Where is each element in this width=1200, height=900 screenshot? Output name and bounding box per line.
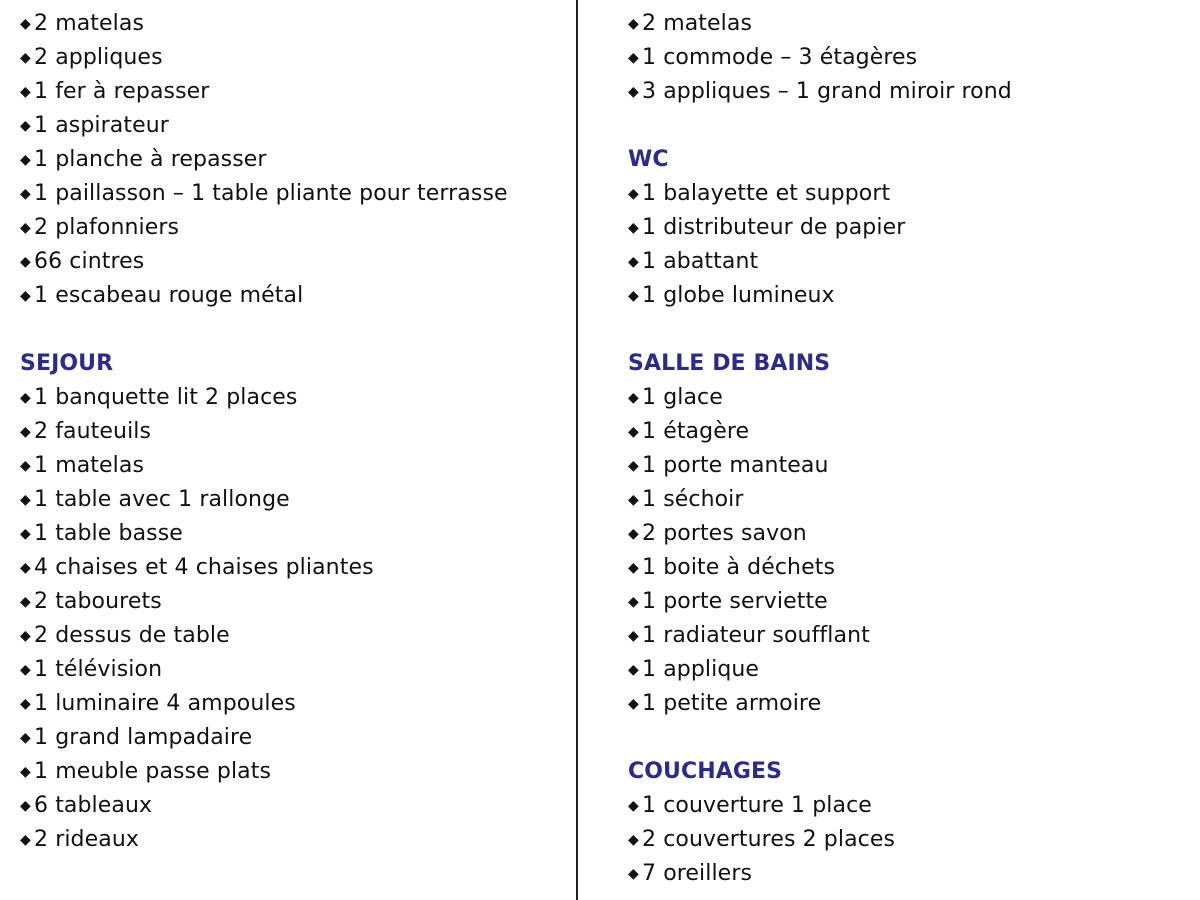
list-item: ◆ 1 radiateur soufflant (628, 619, 1188, 653)
list-item: ◆ 1 grand lampadaire (20, 721, 570, 755)
list-item: ◆ 1 escabeau rouge métal (20, 279, 570, 313)
diamond-bullet-icon: ◆ (20, 730, 31, 746)
diamond-bullet-icon: ◆ (628, 84, 639, 100)
diamond-bullet-icon: ◆ (20, 560, 31, 576)
diamond-bullet-icon: ◆ (628, 560, 639, 576)
list-item: ◆ 1 meuble passe plats (20, 755, 570, 789)
diamond-bullet-icon: ◆ (628, 492, 639, 508)
inventory-list-top-left (20, 7, 570, 313)
list-item: ◆ 6 tableaux (20, 789, 570, 823)
diamond-bullet-icon: ◆ (20, 696, 31, 712)
list-item: ◆ 1 globe lumineux (628, 279, 1188, 313)
list-item: ◆ 1 distributeur de papier (628, 211, 1188, 245)
diamond-bullet-icon: ◆ (628, 50, 639, 66)
diamond-bullet-icon: ◆ (20, 424, 31, 440)
salle-de-bains-list (628, 381, 1188, 721)
list-item: ◆ 2 tabourets (20, 585, 570, 619)
list-item: ◆ 1 banquette lit 2 places (20, 381, 570, 415)
diamond-bullet-icon: ◆ (628, 390, 639, 406)
list-item: ◆ 1 table basse (20, 517, 570, 551)
list-item: ◆ 1 séchoir (628, 483, 1188, 517)
sejour-list (20, 381, 570, 857)
diamond-bullet-icon: ◆ (628, 696, 639, 712)
list-item: ◆ 4 chaises et 4 chaises pliantes (20, 551, 570, 585)
list-item: ◆ 1 applique (628, 653, 1188, 687)
list-item: ◆ 1 boite à déchets (628, 551, 1188, 585)
diamond-bullet-icon: ◆ (20, 50, 31, 66)
diamond-bullet-icon: ◆ (628, 424, 639, 440)
list-item: ◆ 2 appliques (20, 41, 570, 75)
right-column (628, 7, 1188, 891)
list-item: ◆ 2 couvertures 2 places (628, 823, 1188, 857)
list-item: ◆ 1 fer à repasser (20, 75, 570, 109)
diamond-bullet-icon: ◆ (628, 288, 639, 304)
diamond-bullet-icon: ◆ (20, 628, 31, 644)
diamond-bullet-icon: ◆ (628, 526, 639, 542)
diamond-bullet-icon: ◆ (628, 832, 639, 848)
section-heading-wc: WC (628, 147, 669, 172)
list-item: ◆ 1 glace (628, 381, 1188, 415)
diamond-bullet-icon: ◆ (20, 798, 31, 814)
list-item: ◆ 2 matelas (20, 7, 570, 41)
left-column (20, 7, 570, 857)
diamond-bullet-icon: ◆ (628, 628, 639, 644)
list-item: ◆ 1 porte serviette (628, 585, 1188, 619)
diamond-bullet-icon: ◆ (628, 594, 639, 610)
diamond-bullet-icon: ◆ (628, 220, 639, 236)
list-item: ◆ 1 aspirateur (20, 109, 570, 143)
list-item: ◆ 2 matelas (628, 7, 1188, 41)
diamond-bullet-icon: ◆ (20, 526, 31, 542)
diamond-bullet-icon: ◆ (20, 186, 31, 202)
couchages-list (628, 789, 1188, 891)
diamond-bullet-icon: ◆ (628, 662, 639, 678)
diamond-bullet-icon: ◆ (628, 16, 639, 32)
diamond-bullet-icon: ◆ (20, 832, 31, 848)
diamond-bullet-icon: ◆ (20, 118, 31, 134)
section-heading-couchages: COUCHAGES (628, 759, 783, 784)
list-item: ◆ 3 appliques – 1 grand miroir rond (628, 75, 1188, 109)
list-item: ◆ 2 fauteuils (20, 415, 570, 449)
list-item: ◆ 66 cintres (20, 245, 570, 279)
diamond-bullet-icon: ◆ (628, 798, 639, 814)
list-item: ◆ 7 oreillers (628, 857, 1188, 891)
list-item: ◆ 1 commode – 3 étagères (628, 41, 1188, 75)
section-heading-salle-de-bains: SALLE DE BAINS (628, 351, 831, 376)
diamond-bullet-icon: ◆ (628, 866, 639, 882)
list-item: ◆ 1 paillasson – 1 table pliante pour terrasse (20, 177, 570, 211)
column-divider (576, 0, 578, 900)
list-item: ◆ 1 petite armoire (628, 687, 1188, 721)
list-item: ◆ 1 porte manteau (628, 449, 1188, 483)
diamond-bullet-icon: ◆ (20, 220, 31, 236)
list-item: ◆ 1 abattant (628, 245, 1188, 279)
diamond-bullet-icon: ◆ (628, 186, 639, 202)
list-item: ◆ 1 balayette et support (628, 177, 1188, 211)
list-item: ◆ 1 matelas (20, 449, 570, 483)
diamond-bullet-icon: ◆ (20, 152, 31, 168)
list-item: ◆ 1 étagère (628, 415, 1188, 449)
list-item: ◆ 2 rideaux (20, 823, 570, 857)
list-item: ◆ 1 télévision (20, 653, 570, 687)
wc-list (628, 177, 1188, 313)
list-item: ◆ 1 planche à repasser (20, 143, 570, 177)
list-item: ◆ 1 luminaire 4 ampoules (20, 687, 570, 721)
diamond-bullet-icon: ◆ (20, 390, 31, 406)
list-item: ◆ 2 portes savon (628, 517, 1188, 551)
diamond-bullet-icon: ◆ (20, 254, 31, 270)
diamond-bullet-icon: ◆ (628, 254, 639, 270)
diamond-bullet-icon: ◆ (20, 764, 31, 780)
diamond-bullet-icon: ◆ (20, 458, 31, 474)
diamond-bullet-icon: ◆ (20, 16, 31, 32)
list-item: ◆ 2 plafonniers (20, 211, 570, 245)
list-item: ◆ 1 table avec 1 rallonge (20, 483, 570, 517)
section-heading-sejour: SEJOUR (20, 351, 114, 376)
inventory-list-top-right (628, 7, 1188, 109)
diamond-bullet-icon: ◆ (20, 84, 31, 100)
diamond-bullet-icon: ◆ (20, 492, 31, 508)
list-item: ◆ 1 couverture 1 place (628, 789, 1188, 823)
diamond-bullet-icon: ◆ (628, 458, 639, 474)
list-item: ◆ 2 dessus de table (20, 619, 570, 653)
diamond-bullet-icon: ◆ (20, 288, 31, 304)
diamond-bullet-icon: ◆ (20, 662, 31, 678)
diamond-bullet-icon: ◆ (20, 594, 31, 610)
